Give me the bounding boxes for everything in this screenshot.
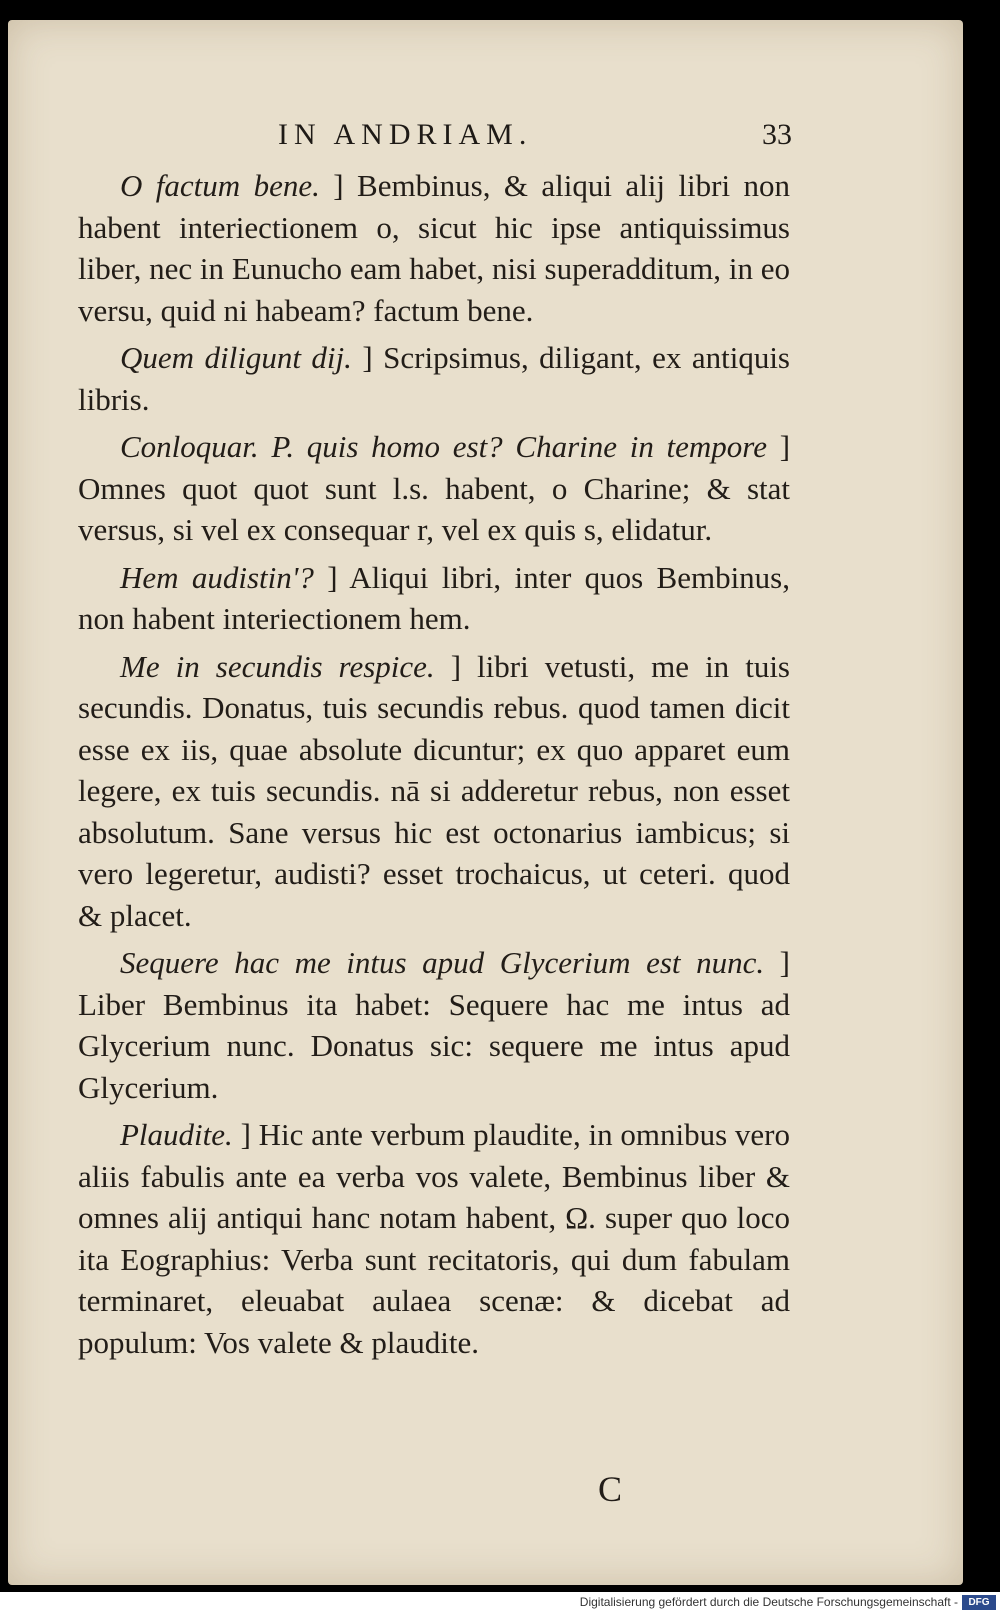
paragraph-text: ] Omnes quot quot sunt l.s. habent, o Charine; & stat versus, si vel ex consequar r, vel ex quis s, elidatur.	[78, 429, 791, 547]
lemma: Hem audistin'?	[120, 559, 314, 595]
paragraph	[78, 942, 790, 1108]
signature-mark: C	[598, 1469, 623, 1509]
lemma: Conloquar. P. quis homo est? Charine in tempore	[120, 429, 767, 464]
paragraph-text: ] Scripsimus, diligant, ex antiquis libris.	[78, 340, 790, 417]
paragraph	[78, 1114, 790, 1363]
paragraph	[78, 426, 790, 551]
paragraph-text: ] Liber Bembinus ita habet: Sequere hac me intus ad Glycerium nunc. Donatus sic: sequere me intus apud Glycerium.	[78, 945, 790, 1105]
paragraph	[78, 165, 790, 331]
paragraph-text: ] libri vetusti, me in tuis secundis. Donatus, tuis secundis rebus. quod tamen dicit esse ex iis, quae absolute dicuntur; ex quo apparet eum legere, ex tuis secundis. nā si adderetur rebus, non esset absolutum. Sane versus hic est octonarius iambicus; si vero legeretur, audisti? esset trochaicus, ut ceteri. quod & placet.	[78, 648, 790, 933]
body-text	[78, 165, 790, 1369]
page-header	[0, 118, 1000, 158]
paragraph	[78, 646, 790, 937]
dfg-logo-icon: DFG	[962, 1595, 996, 1610]
lemma: Plaudite.	[120, 1117, 233, 1152]
running-head: IN ANDRIAM.	[278, 118, 533, 151]
lemma: Quem diligunt dij.	[120, 340, 352, 375]
paragraph-text: ] Hic ante verbum plaudite, in omnibus vero aliis fabulis ante ea verba vos valete, Bembinus liber & omnes alij antiqui hanc notam habent, Ω. super quo loco ita Eographius: Verba sunt recitatoris, qui dum fabulam terminaret, eleuabat aulaea scenæ: & dicebat ad populum: Vos valete & plaudite.	[78, 1117, 790, 1360]
footer-bar	[0, 1592, 1000, 1614]
paragraph-text: ] Bembinus, & aliqui alij libri non habent interiectionem o, sicut hic ipse antiquissimus liber, nec in Eunucho eam habet, nisi superadditum, in eo versu, quid ni habeam? factum bene.	[78, 168, 791, 328]
paragraph	[78, 557, 790, 640]
funding-notice: Digitalisierung gefördert durch die Deutsche Forschungsgemeinschaft -	[579, 1595, 958, 1609]
page-number: 33	[762, 118, 792, 151]
lemma: Me in secundis respice.	[120, 648, 435, 684]
lemma: Sequere hac me intus apud Glycerium est nunc.	[120, 945, 765, 980]
lemma: O factum bene.	[120, 168, 320, 203]
paragraph	[78, 337, 790, 420]
paragraph-text: ] Aliqui libri, inter quos Bembinus, non habent interiectionem hem.	[78, 559, 790, 636]
